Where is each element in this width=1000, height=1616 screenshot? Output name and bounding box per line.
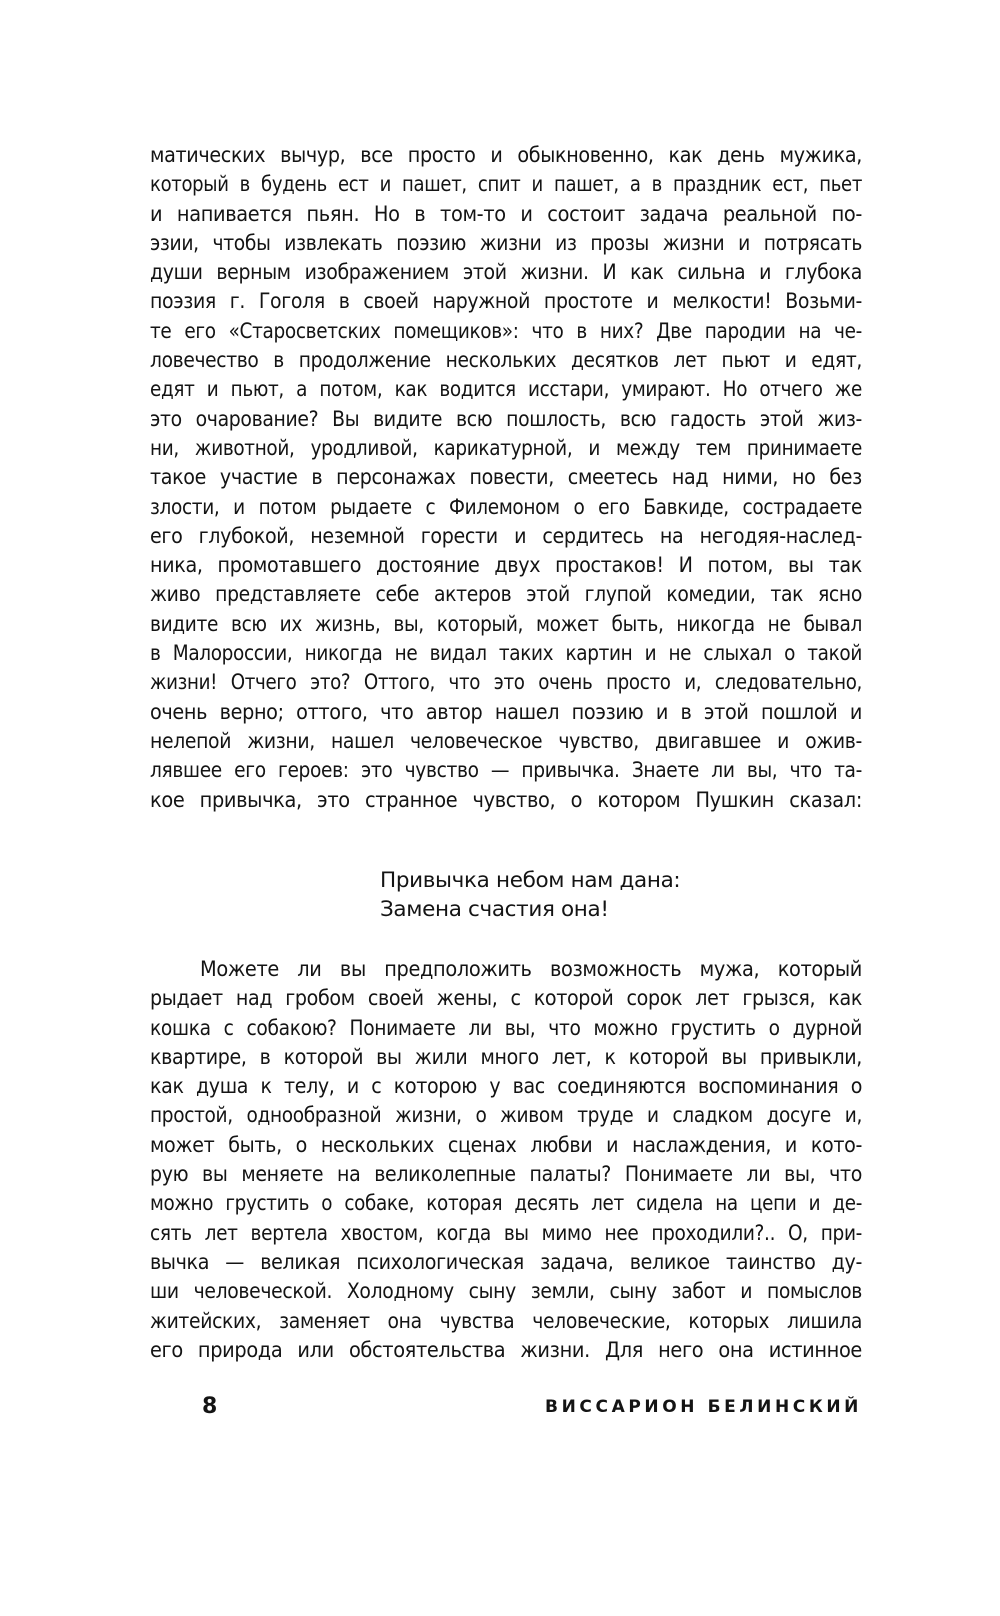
text-line: видите всю их жизнь, вы, который, может быть, никогда не бывал bbox=[150, 611, 862, 637]
text-line: житейских, заменяет она чувства человеческие, которых лишила bbox=[150, 1308, 862, 1334]
text-line: поэзия г. Гоголя в своей наружной простоте и мелкости! Возьми- bbox=[150, 289, 862, 315]
text-line: сять лет вертела хвостом, когда вы мимо нее проходили?.. О, при- bbox=[150, 1220, 862, 1246]
text-line: живо представляете себе актеров этой глупой комедии, так ясно bbox=[150, 582, 862, 608]
text-line: можно грустить о собаке, которая десять лет сидела на цепи и де- bbox=[150, 1191, 862, 1217]
text-line: Можете ли вы предположить возможность мужа, который bbox=[200, 957, 862, 982]
text-line: который в будень ест и пашет, спит и пашет, а в праздник ест, пьет bbox=[150, 172, 862, 198]
verse-line: Замена счастия она! bbox=[380, 897, 609, 923]
text-line: это очарование? Вы видите всю пошлость, всю гадость этой жиз- bbox=[150, 406, 862, 432]
verse-quote bbox=[380, 866, 800, 925]
text-line: кошка с собакою? Понимаете ли вы, что можно грустить о дурной bbox=[150, 1015, 862, 1041]
paragraph-2 bbox=[150, 955, 862, 1365]
text-line: жизни! Отчего это? Оттого, что это очень просто и, следовательно, bbox=[150, 670, 862, 696]
page-number: 8 bbox=[202, 1394, 218, 1419]
text-line: такое участие в персонажах повести, смеетесь над ними, но без bbox=[150, 465, 862, 491]
text-line: ши человеческой. Холодному сыну земли, сыну забот и помыслов bbox=[150, 1279, 862, 1305]
text-line: эзии, чтобы извлекать поэзию жизни из прозы жизни и потрясать bbox=[150, 230, 862, 256]
text-line: злости, и потом рыдаете с Филемоном о его Бавкиде, сострадаете bbox=[150, 494, 862, 520]
text-line: лявшее его героев: это чувство — привычка. Знаете ли вы, что та- bbox=[150, 758, 862, 784]
page-footer bbox=[150, 1392, 862, 1422]
text-line: его природа или обстоятельства жизни. Для него она истинное bbox=[150, 1337, 862, 1363]
text-line: едят и пьют, а потом, как водится исстари, умирают. Но отчего же bbox=[150, 377, 862, 403]
text-line: матических вычур, все просто и обыкновенно, как день мужика, bbox=[150, 143, 862, 168]
running-head-author: ВИССАРИОН БЕЛИНСКИЙ bbox=[545, 1397, 862, 1417]
text-line: его глубокой, неземной горести и сердитесь на негодяя-наслед- bbox=[150, 523, 862, 549]
text-line: рую вы меняете на великолепные палаты? Понимаете ли вы, что bbox=[150, 1162, 862, 1188]
text-line: в Малороссии, никогда не видал таких картин и не слыхал о такой bbox=[150, 641, 862, 667]
text-line: кое привычка, это странное чувство, о котором Пушкин сказал: bbox=[150, 787, 862, 813]
verse-line: Привычка небом нам дана: bbox=[380, 868, 681, 893]
text-line: нелепой жизни, нашел человеческое чувство, двигавшее и ожив- bbox=[150, 728, 862, 754]
text-line: ника, промотавшего достояние двух простаков! И потом, вы так bbox=[150, 553, 862, 579]
text-line: души верным изображением этой жизни. И как сильна и глубока bbox=[150, 260, 862, 286]
text-line: ловечество в продолжение нескольких десятков лет пьют и едят, bbox=[150, 348, 862, 374]
text-line: квартире, в которой вы жили много лет, к которой вы привыкли, bbox=[150, 1044, 862, 1070]
text-line: ни, животной, уродливой, карикатурной, и между тем принимаете bbox=[150, 435, 862, 461]
text-line: рыдает над гробом своей жены, с которой сорок лет грызся, как bbox=[150, 986, 862, 1012]
paragraph-1 bbox=[150, 141, 862, 815]
text-line: очень верно; оттого, что автор нашел поэзию и в этой пошлой и bbox=[150, 699, 862, 725]
text-line: может быть, о нескольких сценах любви и наслаждения, и кото- bbox=[150, 1132, 862, 1158]
text-line: и напивается пьян. Но в том-то и состоит задача реальной по- bbox=[150, 201, 862, 227]
text-line: как душа к телу, и с которою у вас соединяются воспоминания о bbox=[150, 1074, 862, 1100]
text-line: простой, однообразной жизни, о живом труде и сладком досуге и, bbox=[150, 1103, 862, 1129]
text-line: вычка — великая психологическая задача, великое таинство ду- bbox=[150, 1249, 862, 1275]
text-line: те его «Старосветских помещиков»: что в них? Две пародии на че- bbox=[150, 318, 862, 344]
